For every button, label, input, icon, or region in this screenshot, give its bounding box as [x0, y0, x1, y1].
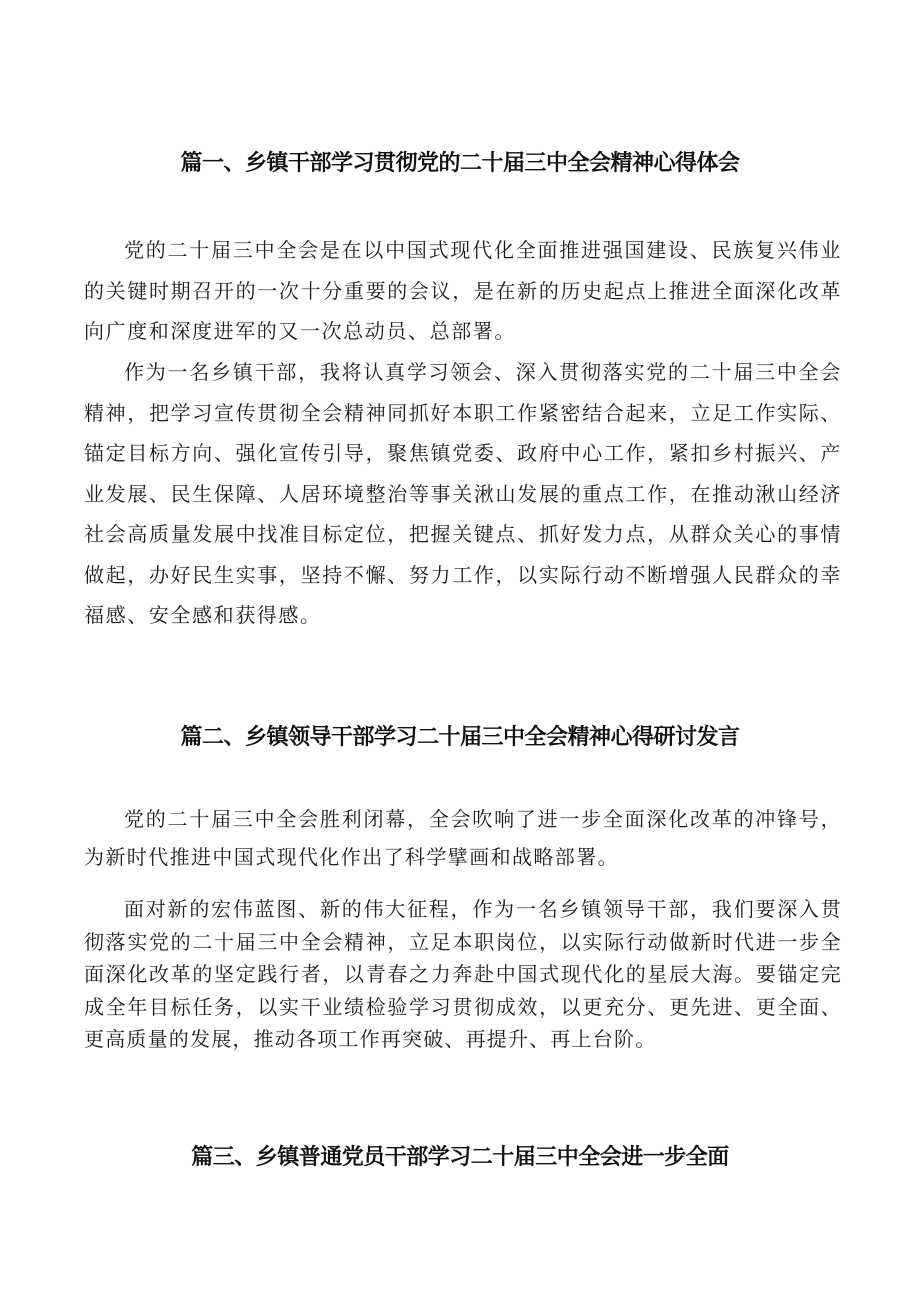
section-2-paragraph-1: 党的二十届三中全会胜利闭幕，全会吹响了进一步全面深化改革的冲锋号，为新时代推进中国式现代化作出了科学擘画和战略部署。 — [84, 807, 842, 869]
section-1-heading: 篇一、乡镇干部学习贯彻党的二十届三中全会精神心得体会 — [180, 151, 740, 176]
section-1-paragraph-2: 作为一名乡镇干部，我将认真学习领会、深入贯彻落实党的二十届三中全会精神，把学习宣传贯彻全会精神同抓好本职工作紧密结合起来，立足工作实际、锚定目标方向、强化宣传引导，聚焦镇党委、政府中心工作，紧扣乡村振兴、产业发展、民生保障、人居环境整治等事关湫山发展的重点工作，在推动湫山经济社会高质量发展中找准目标定位，把握关键点、抓好发力点，从群众关心的事情做起，办好民生实事，坚持不懈、努力工作，以实际行动不断增强人民群众的幸福感、安全感和获得感。 — [84, 360, 842, 627]
section-2-heading: 篇二、乡镇领导干部学习二十届三中全会精神心得研讨发言 — [180, 725, 740, 750]
section-3-heading: 篇三、乡镇普通党员干部学习二十届三中全会进一步全面 — [191, 1145, 729, 1170]
section-1-paragraph-1: 党的二十届三中全会是在以中国式现代化全面推进强国建设、民族复兴伟业的关键时期召开的一次十分重要的会议，是在新的历史起点上推进全面深化改革向广度和深度进军的又一次总动员、总部署。 — [84, 238, 842, 343]
section-2-paragraph-2: 面对新的宏伟蓝图、新的伟大征程，作为一名乡镇领导干部，我们要深入贯彻落实党的二十届三中全会精神，立足本职岗位，以实际行动做新时代进一步全面深化改革的坚定践行者，以青春之力奔赴中国式现代化的星辰大海。要锚定完成全年目标任务，以实干业绩检验学习贯彻成效，以更充分、更先进、更全面、更高质量的发展，推动各项工作再突破、再提升、再上台阶。 — [84, 897, 842, 1051]
